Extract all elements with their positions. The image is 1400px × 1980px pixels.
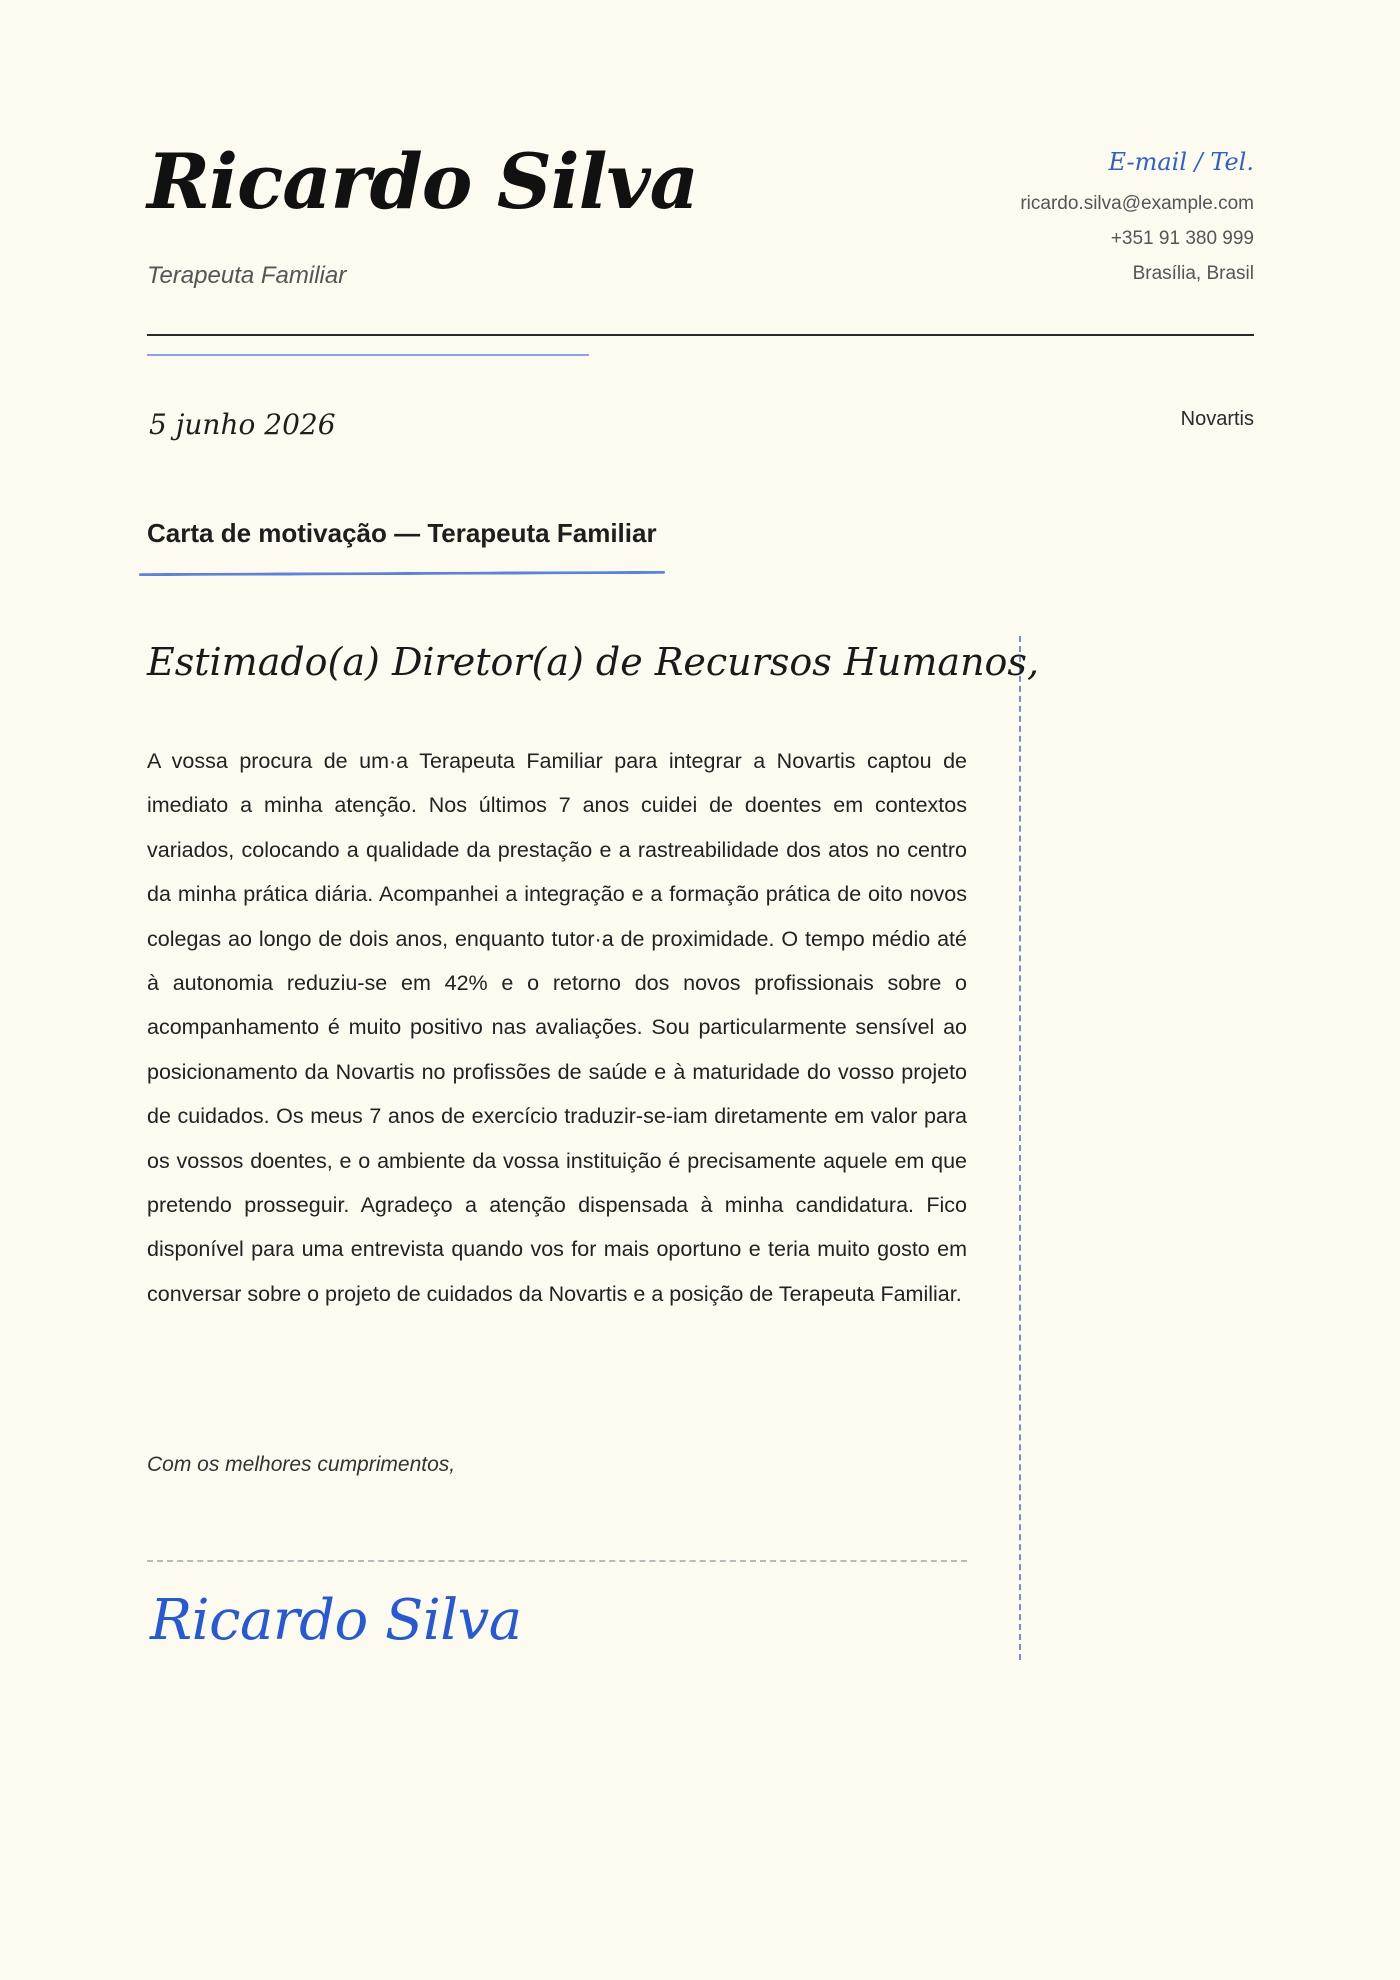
signature-divider xyxy=(147,1560,967,1562)
subject-underline xyxy=(139,571,665,576)
letter-greeting: Estimado(a) Diretor(a) de Recursos Humanos, xyxy=(147,640,1040,684)
signature: Ricardo Silva xyxy=(150,1588,522,1653)
header-accent-divider xyxy=(147,354,589,356)
recipient-company: Novartis xyxy=(1180,408,1254,430)
header-divider xyxy=(147,334,1254,336)
letter-body: A vossa procura de um·a Terapeuta Familiar para integrar a Novartis captou de imediato a minha atenção. Nos últimos 7 anos cuidei de doentes em contextos variados, colocando a qualidade da prestação e a rastreabilidade dos atos no centro da minha prática diária. Acompanhei a integração e a formação prática de oito novos colegas ao longo de dois anos, enquanto tutor·a de proximidade. O tempo médio até à autonomia reduziu-se em 42% e o retorno dos novos profissionais sobre o acompanhamento é muito positivo nas avaliações. Sou particularmente sensível ao posicionamento da Novartis no profissões de saúde e à maturidade do vosso projeto de cuidados. Os meus 7 anos de exercício traduzir-se-iam diretamente em valor para os vossos doentes, e o ambiente da vossa instituição é precisamente aquele em que pretendo prosseguir. Agradeço a atenção dispensada à minha candidatura. Fico disponível para uma entrevista quando vos for mais oportuno e teria muito gosto em conversar sobre o projeto de cuidados da Novartis e a posição de Terapeuta Familiar. xyxy=(147,749,967,1306)
contact-label: E-mail / Tel. xyxy=(1108,148,1254,176)
body-side-divider xyxy=(1019,636,1021,1660)
letter-subject: Carta de motivação — Terapeuta Familiar xyxy=(147,518,657,548)
applicant-name: Ricardo Silva xyxy=(147,137,698,226)
letter-closing: Com os melhores cumprimentos, xyxy=(147,1453,456,1476)
letter-date: 5 junho 2026 xyxy=(149,408,336,441)
applicant-role: Terapeuta Familiar xyxy=(147,262,347,289)
contact-email: ricardo.silva@example.com xyxy=(1020,193,1254,214)
contact-location: Brasília, Brasil xyxy=(1132,263,1254,284)
contact-phone: +351 91 380 999 xyxy=(1110,228,1254,249)
contact-block xyxy=(1020,148,1254,291)
